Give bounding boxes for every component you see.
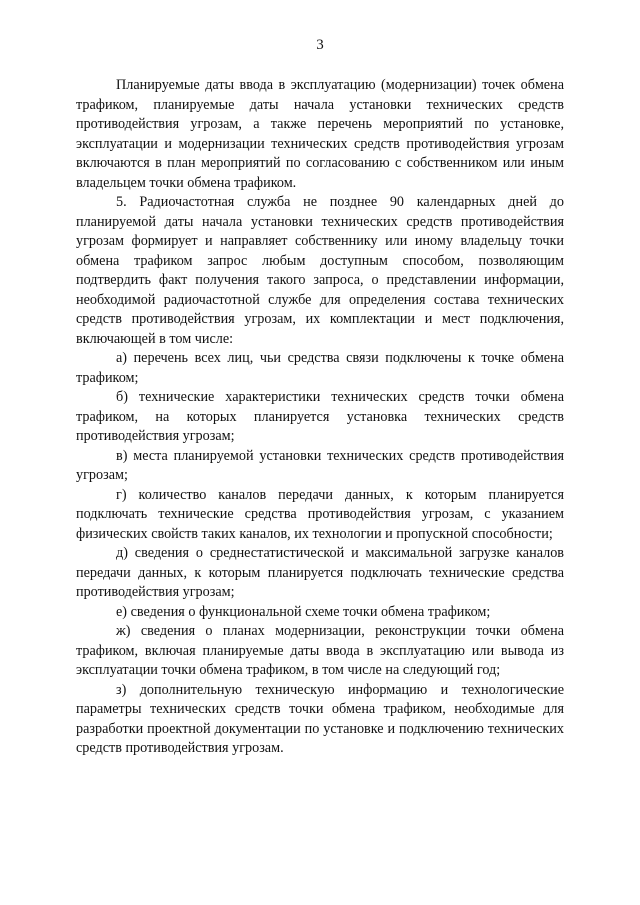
list-item-e: е) сведения о функциональной схеме точки обмена трафиком;: [116, 603, 491, 620]
list-item-v: в) места планируемой установки технических средств противодействия угрозам;: [76, 447, 564, 483]
list-item-a: а) перечень всех лиц, чьи средства связи подключены к точке обмена трафиком;: [76, 350, 564, 386]
list-item-g: г) количество каналов передачи данных, к которым планируется подключать технические средства противодействия угрозам, с указанием физических свойств таких каналов, их технологии и пропускной способности;: [76, 486, 564, 542]
paragraph-item-5: 5. Радиочастотная служба не позднее 90 календарных дней до планируемой даты начала установки технических средств противодействия угрозам формирует и направляет собственнику или иному владельцу точки обмена трафиком запрос любым доступным способом, позволяющим подтвердить факт получения такого запроса, о представлении информации, необходимой радиочастотной службе для определения состава технических средств противодействия угрозам, их комплектации и мест подключения, включающей в том числе:: [76, 194, 564, 347]
list-item-zh: ж) сведения о планах модернизации, реконструкции точки обмена трафиком, включая планируемые даты ввода в эксплуатацию или вывода из эксплуатации точки обмена трафиком, в том числе на следующий год;: [76, 623, 564, 678]
list-item-b: б) технические характеристики технических средств точки обмена трафиком, на которых планируется установка технических средств противодействия угрозам;: [76, 389, 564, 444]
list-item-z: з) дополнительную техническую информацию и технологические параметры технических средств точки обмена трафиком, необходимые для разработки проектной документации по установке и подключению технических средств противодействия угрозам.: [76, 681, 564, 756]
list-item-d: д) сведения о среднестатистической и максимальной загрузке каналов передачи данных, к которым планируется подключать технические средства противодействия угрозам;: [76, 545, 564, 600]
document-body: [76, 76, 564, 759]
paragraph-planned-dates: Планируемые даты ввода в эксплуатацию (модернизации) точек обмена трафиком, планируемые даты начала установки технических средств противодействия угрозам, а также перечень мероприятий по установке, эксплуатации и модернизации технических средств противодействия угрозам включаются в план мероприятий по согласованию с собственником или иным владельцем точки обмена трафиком.: [76, 77, 564, 191]
page-number: 3: [316, 37, 324, 53]
